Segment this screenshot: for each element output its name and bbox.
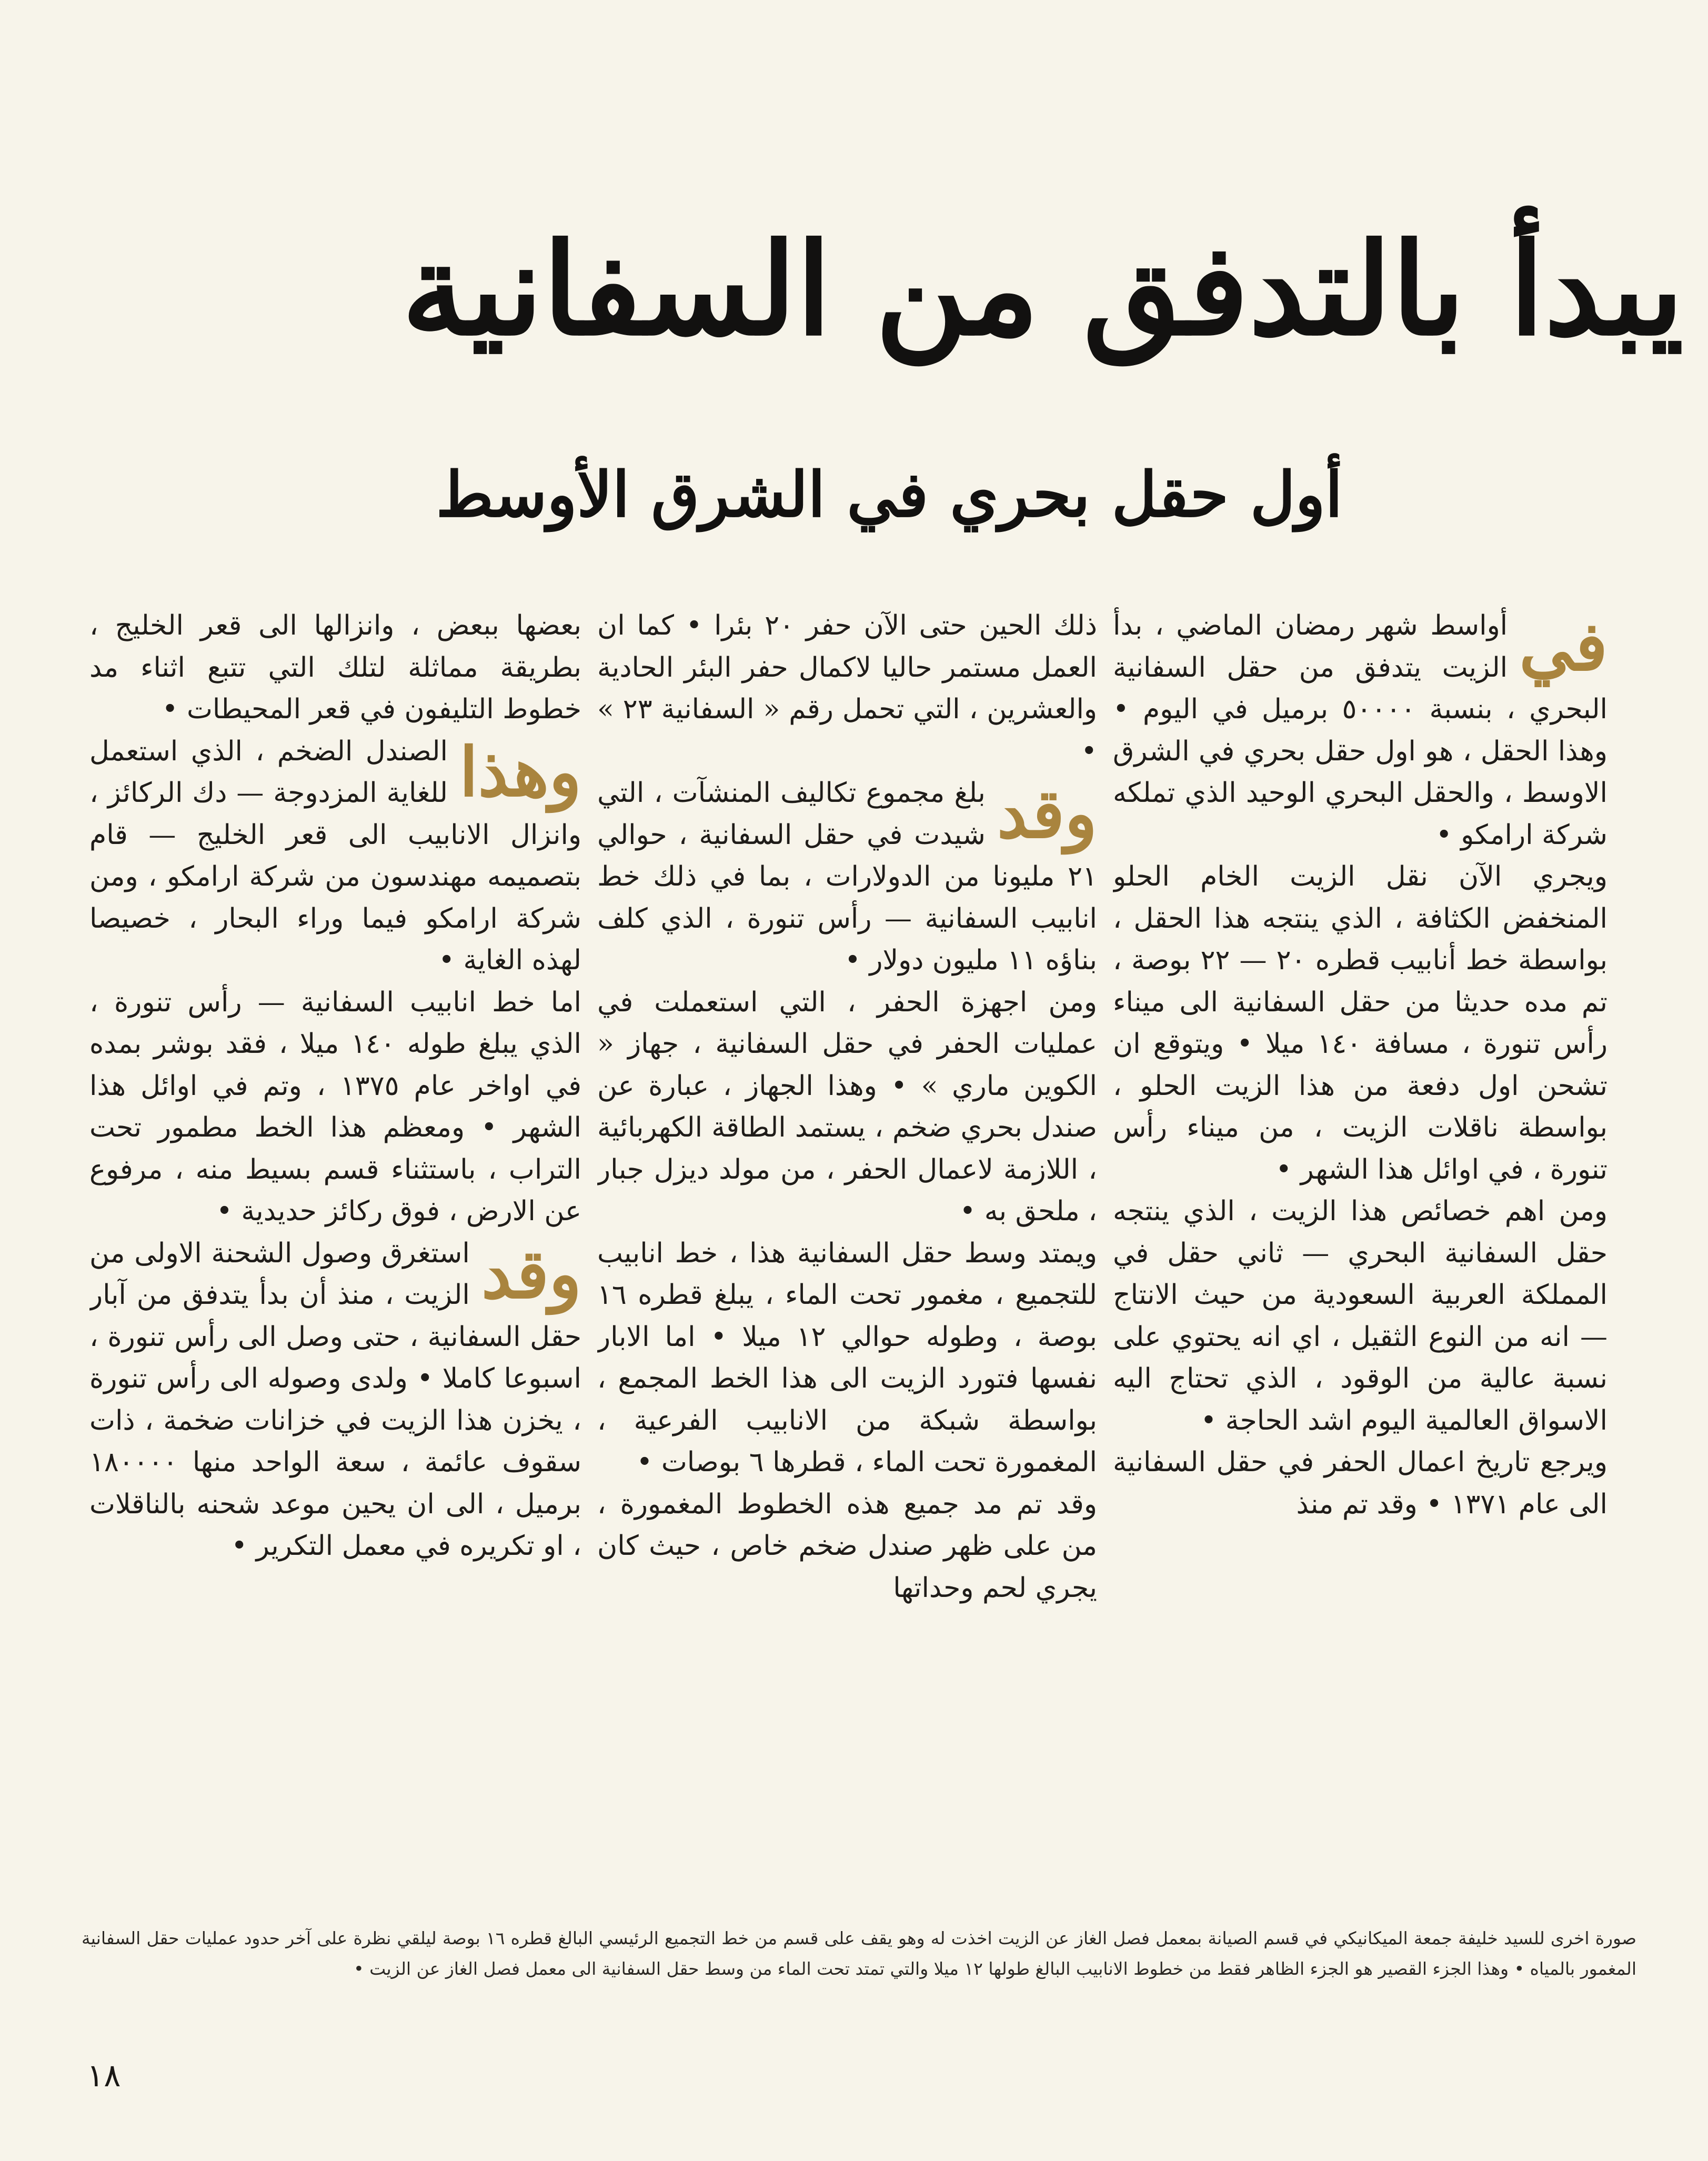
paragraph: اما خط انابيب السفانية — رأس تنورة ، الذي يبلغ طوله ١٤٠ ميلا ، فقد بوشر بمده في اواخر عام ١٣٧٥ ، وتم في اوائل هذا الشهر • ومعظم هذا الخط مطمور تحت التراب ، باستثناء قسم بسيط منه ، مرفوع عن الارض ، فوق ركائز حديدية • (89, 986, 581, 1227)
drop-cap-word: وهذا (459, 732, 581, 812)
paragraph: أواسط شهر رمضان الماضي ، بدأ الزيت يتدفق من حقل السفانية البحري ، بنسبة ٥٠٠٠٠ برميل في اليوم • وهذا الحقل ، هو اول حقل بحري في الشرق الاوسط ، والحقل البحري الوحيد الذي تملكه شركة ارامكو • (1113, 610, 1607, 851)
article-subtitle: أول حقل بحري في الشرق الأوسط (436, 458, 1343, 531)
paragraph: بلغ مجموع تكاليف المنشآت ، التي شيدت في حقل السفانية ، حوالي ٢١ مليونا من الدولارات ، بما في ذلك خط انابيب السفانية — رأس تنورة ، الذي كلف بناؤه ١١ مليون دولار • (597, 777, 1097, 976)
photo-caption: صورة اخرى للسيد خليفة جمعة الميكانيكي في قسم الصيانة بمعمل فصل الغاز عن الزيت اخذت له وهو يقف على قسم من خط التجميع الرئيسي البالغ قطره ١٦ بوصة ليلقي نظرة على آخر حدود عمليات حقل السفانية المغمور بالمياه • وهذا الجزء القصير هو الجزء الظاهر فقط من خطوط الانابيب البالغ طولها ١٢ ميلا والتي تمتد تحت الماء من وسط حقل السفانية الى معمل فصل الغاز عن الزيت • (82, 1928, 1637, 1979)
paragraph: وقد تم مد جميع هذه الخطوط المغمورة ، من على ظهر صندل ضخم خاص ، حيث كان يجري لحم وحداتها (597, 1488, 1097, 1604)
paragraph: بعضها ببعض ، وانزالها الى قعر الخليج ، بطريقة مماثلة لتلك التي تتبع اثناء مد خطوط التليفون في قعر المحيطات • (89, 610, 581, 725)
text-column-2 (597, 605, 1097, 1905)
paragraph: الصندل الضخم ، الذي استعمل للغاية المزدوجة — دك الركائز ، وانزال الانابيب الى قعر الخليج — قام بتصميمه مهندسون من شركة ارامكو ، ومن شركة ارامكو فيما وراء البحار ، خصيصا لهذه الغاية • (89, 735, 581, 976)
paragraph: ويجري الآن نقل الزيت الخام الحلو المنخفض الكثافة ، الذي ينتجه هذا الحقل ، بواسطة خط أنابيب قطره ٢٠ — ٢٢ بوصة ، تم مده حديثا من حقل السفانية الى ميناء رأس تنورة ، مسافة ١٤٠ ميلا • ويتوقع ان تشحن اول دفعة من هذا الزيت الحلو ، بواسطة ناقلات الزيت ، من ميناء رأس تنورة ، في اوائل هذا الشهر • (1113, 861, 1607, 1185)
paragraph: ذلك الحين حتى الآن حفر ٢٠ بئرا • كما ان العمل مستمر حاليا لاكمال حفر البئر الحادية والعشرين ، التي تحمل رقم « السفانية ٢٣ » • (597, 610, 1097, 767)
article-title: يبدأ بالتدفق من السفانية (401, 215, 1684, 364)
drop-cap-word: وقد (481, 1234, 581, 1314)
drop-cap-word: في (1519, 607, 1607, 686)
page-number: ١٨ (87, 2057, 121, 2094)
drop-cap-word: وقد (997, 775, 1097, 853)
paragraph: استغرق وصول الشحنة الاولى من الزيت ، منذ أن بدأ يتدفق من آبار حقل السفانية ، حتى وصل الى رأس تنورة ، اسبوعا كاملا • ولدى وصوله الى رأس تنورة ، يخزن هذا الزيت في خزانات ضخمة ، ذات سقوف عائمة ، سعة الواحد منها ١٨٠٠٠٠ برميل ، الى ان يحين موعد شحنه بالناقلات ، او تكريره في معمل التكرير • (89, 1237, 581, 1562)
text-column-3 (89, 605, 581, 1905)
paragraph: ومن اهم خصائص هذا الزيت ، الذي ينتجه حقل السفانية البحري — ثاني حقل في المملكة العربية السعودية من حيث الانتاج — انه من النوع الثقيل ، اي انه يحتوي على نسبة عالية من الوقود ، الذي تحتاج اليه الاسواق العالمية اليوم اشد الحاجة • (1113, 1195, 1607, 1436)
paragraph: ويرجع تاريخ اعمال الحفر في حقل السفانية الى عام ١٣٧١ • وقد تم منذ (1113, 1446, 1607, 1520)
paragraph: ويمتد وسط حقل السفانية هذا ، خط انابيب للتجميع ، مغمور تحت الماء ، يبلغ قطره ١٦ بوصة ، وطوله حوالي ١٢ ميلا • اما الابار نفسها فتورد الزيت الى هذا الخط المجمع ، بواسطة شبكة من الانابيب الفرعية ، المغمورة تحت الماء ، قطرها ٦ بوصات • (597, 1237, 1097, 1478)
text-column-1 (1113, 605, 1607, 1905)
paragraph: ومن اجهزة الحفر ، التي استعملت في عمليات الحفر في حقل السفانية ، جهاز « الكوين ماري » • وهذا الجهاز ، عبارة عن صندل بحري ضخم ، يستمد الطاقة الكهربائية ، اللازمة لاعمال الحفر ، من مولد ديزل جبار ، ملحق به • (597, 986, 1097, 1227)
